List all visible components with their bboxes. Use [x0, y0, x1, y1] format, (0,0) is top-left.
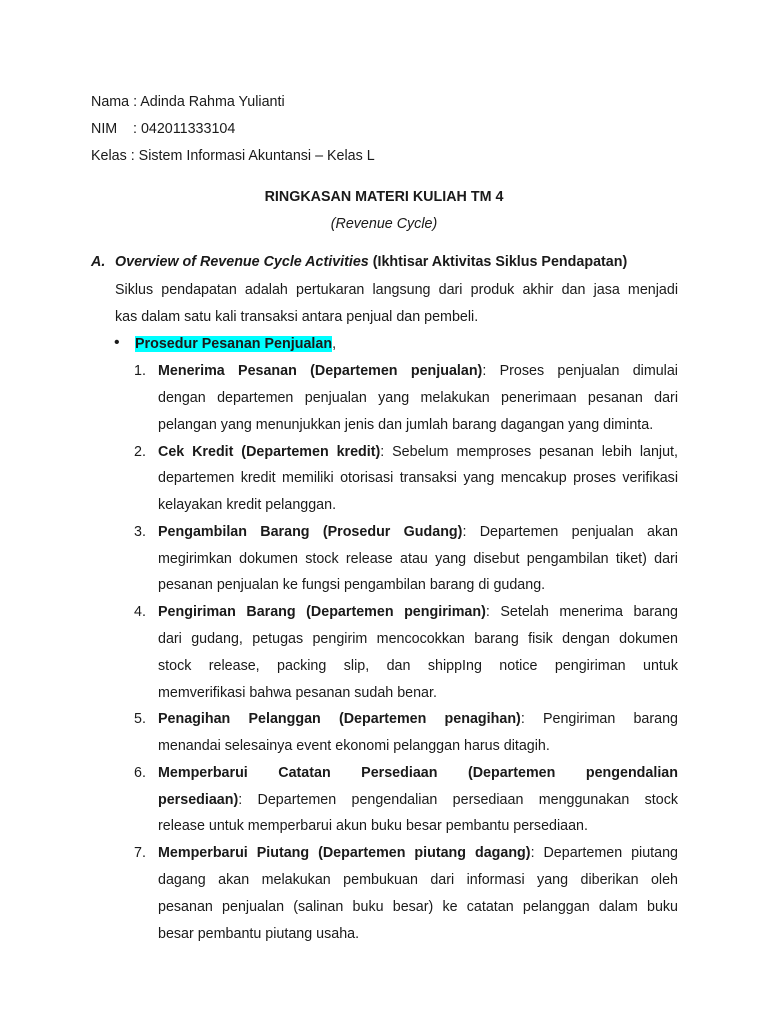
bullet-icon: •	[114, 334, 120, 351]
section-a-intro-line2: kas dalam satu kali transaksi antara penjual dan pembeli.	[115, 309, 479, 325]
item-2-text: : Sebelum memproses pesanan lebih lanjut,	[380, 444, 678, 460]
section-a-heading	[115, 253, 627, 271]
document-title: RINGKASAN MATERI KULIAH TM 4	[264, 189, 504, 205]
item-2-line3: kelayakan kredit pelanggan.	[158, 497, 337, 513]
item-6-text: : Departemen pengendalian persediaan menggunakan stock	[238, 792, 678, 808]
item-2-title: Cek Kredit (Departemen kredit)	[158, 444, 381, 460]
item-5-text: : Pengiriman barang	[520, 711, 678, 727]
item-4-text: : Setelah menerima barang	[485, 604, 678, 620]
item-1-line3: pelangan yang menunjukkan jenis dan jumlah barang dagangan yang diminta.	[158, 417, 654, 433]
section-a-intro-line1: Siklus pendapatan adalah pertukaran langsung dari produk akhir dan jasa menjadi	[115, 282, 678, 298]
student-nim-label: NIM	[91, 121, 118, 137]
item-6-title-cont: persediaan)	[158, 792, 239, 808]
item-3-line2: megirimkan dokumen stock release atau yang disebut pengambilan tiket) dari	[158, 551, 678, 567]
item-4-number: 4.	[134, 604, 146, 620]
student-class: Kelas : Sistem Informasi Akuntansi – Kelas L	[91, 148, 375, 164]
item-3-title: Pengambilan Barang (Prosedur Gudang)	[158, 524, 463, 540]
item-7-text: : Departemen piutang	[530, 845, 678, 861]
item-7-line1	[158, 844, 678, 862]
item-4-line4: memverifikasi bahwa pesanan sudah benar.	[158, 685, 437, 701]
item-5-line2: menandai selesainya event ekonomi pelanggan harus ditagih.	[158, 738, 550, 754]
bullet-suffix: ,	[332, 336, 337, 352]
document-subtitle: (Revenue Cycle)	[330, 216, 438, 232]
item-7-line2: dagang akan melakukan pembukuan dari informasi yang diberikan oleh	[158, 872, 678, 888]
item-4-title: Pengiriman Barang (Departemen pengiriman)	[158, 604, 486, 620]
item-1-line2: dengan departemen penjualan yang melakukan penerimaan pesanan dari	[158, 390, 678, 406]
item-3-line1	[158, 523, 678, 541]
item-7-line4: besar pembantu piutang usaha.	[158, 926, 360, 942]
item-1-title: Menerima Pesanan (Departemen penjualan)	[158, 363, 483, 379]
item-6-line3: release untuk memperbarui akun buku besar pembantu persediaan.	[158, 818, 588, 834]
item-4-line3: stock release, packing slip, dan shippIng notice pengiriman untuk	[158, 658, 678, 674]
item-1-line1	[158, 362, 678, 380]
item-5-number: 5.	[134, 711, 146, 727]
section-a-heading-italic: Overview of Revenue Cycle Activities	[115, 254, 369, 270]
item-7-title: Memperbarui Piutang (Departemen piutang dagang)	[158, 845, 531, 861]
item-6-number: 6.	[134, 765, 146, 781]
student-nim-value: : 042011333104	[133, 121, 236, 137]
item-3-line3: pesanan penjualan ke fungsi pengambilan barang di gudang.	[158, 577, 546, 593]
section-a-heading-rest: (Ikhtisar Aktivitas Siklus Pendapatan)	[368, 254, 628, 270]
item-3-text: : Departemen penjualan akan	[462, 524, 678, 540]
item-5-line1	[158, 710, 678, 728]
item-6-line1: Memperbarui Catatan Persediaan (Departemen pengendalian	[158, 765, 678, 781]
item-7-number: 7.	[134, 845, 146, 861]
item-3-number: 3.	[134, 524, 146, 540]
bullet-item	[135, 335, 336, 353]
item-1-number: 1.	[134, 363, 146, 379]
item-1-text: : Proses penjualan dimulai	[482, 363, 678, 379]
bullet-label-highlight: Prosedur Pesanan Penjualan	[135, 336, 333, 352]
item-2-number: 2.	[134, 444, 146, 460]
section-a-marker: A.	[91, 254, 106, 270]
item-2-line1	[158, 443, 678, 461]
item-4-line2: dari gudang, petugas pengirim mencocokkan barang fisik dengan dokumen	[158, 631, 678, 647]
student-name: Nama : Adinda Rahma Yulianti	[91, 94, 285, 110]
item-2-line2: departemen kredit memiliki otorisasi transaksi yang mencakup proses verifikasi	[158, 470, 678, 486]
item-7-line3: pesanan penjualan (salinan buku besar) ke catatan pelanggan dalam buku	[158, 899, 678, 915]
item-6-line2	[158, 791, 678, 809]
item-5-title: Penagihan Pelanggan (Departemen penagihan)	[158, 711, 521, 727]
item-4-line1	[158, 603, 678, 621]
